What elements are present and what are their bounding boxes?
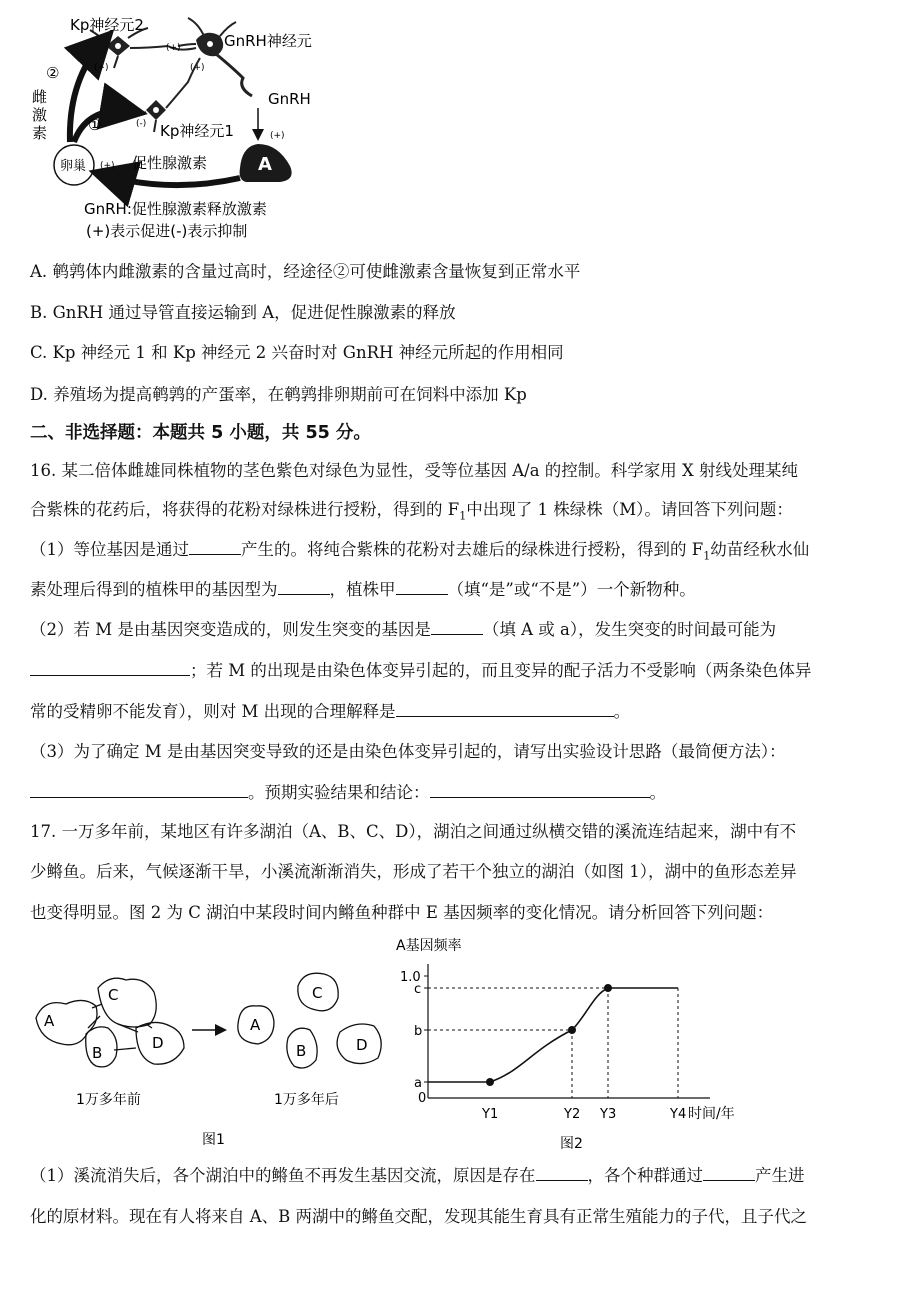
estrogen-char-2: 激 [32, 106, 48, 124]
answer-blank[interactable] [536, 1164, 588, 1181]
lake-c-label: C [108, 986, 119, 1004]
q16-p2-line-2 [30, 659, 811, 682]
estrogen-char-1: 雌 [32, 88, 48, 106]
q16-text: ；若 M 的出现是由染色体变异引起的，而且变异的配子活力不受影响（两条染色体异 [190, 661, 812, 680]
x-tick-label: Y1 [482, 1107, 499, 1122]
q16-text: ，植株甲 [329, 580, 396, 599]
lake-a-label: A [250, 1016, 261, 1034]
q17-line-1: 17. 一万多年前，某地区有许多湖泊（A、B、C、D），湖泊之间通过纵横交错的溪流连结起来，湖中有不 [30, 822, 797, 841]
q16-text: 合紫株的花药后，将获得的花粉对绿株进行授粉，得到的 F [30, 500, 460, 519]
q16-text: 产生的。将纯合紫株的花粉对去雄后的绿株进行授粉，得到的 F [241, 540, 704, 559]
figure-1-lakes [26, 968, 396, 1148]
plus-sign: (+) [94, 63, 109, 73]
x-tick-label: Y4 [670, 1107, 687, 1122]
legend-line-2: (+)表示促进(-)表示抑制 [86, 222, 248, 240]
subscript: 1 [459, 509, 467, 523]
ovary-label: 卵巢 [60, 159, 87, 174]
x-axis-label: 时间/年 [688, 1106, 735, 1122]
estrogen-char-3: 素 [32, 124, 48, 142]
answer-blank[interactable] [396, 700, 614, 717]
q16-line-2 [30, 499, 793, 527]
subscript: 1 [703, 549, 711, 563]
answer-blank[interactable] [703, 1164, 755, 1181]
answer-blank[interactable] [396, 578, 448, 595]
gnrh-neuron-icon [178, 18, 252, 96]
gonadotropin-label: 促性腺激素 [132, 154, 208, 172]
answer-blank[interactable] [189, 538, 241, 555]
fig1-before-label: 1万多年前 [76, 1092, 141, 1108]
data-point [568, 1026, 576, 1034]
q16-p1-line-2 [30, 578, 696, 601]
answer-blank[interactable] [30, 781, 248, 798]
hormone-regulation-diagram [28, 8, 348, 248]
q16-text: （1）等位基因是通过 [30, 540, 189, 559]
lake-c-label: C [312, 984, 323, 1002]
kp1-label: Kp神经元1 [160, 122, 234, 140]
x-tick-label: Y3 [600, 1107, 617, 1122]
path-2-label: ② [46, 64, 60, 82]
x-tick-label: Y2 [564, 1107, 581, 1122]
minus-sign: (-) [136, 119, 147, 129]
q17-text: （1）溪流消失后，各个湖泊中的鳉鱼不再发生基因交流，原因是存在 [30, 1166, 536, 1185]
q16-text: 中出现了 1 株绿株（M）。请回答下列问题： [466, 500, 793, 519]
kp-neuron-2-icon [90, 28, 168, 68]
data-point [604, 984, 612, 992]
lake-d-label: D [356, 1036, 368, 1054]
y-tick-label: a [414, 1076, 422, 1091]
option-c: C. Kp 神经元 1 和 Kp 神经元 2 兴奋时对 GnRH 神经元所起的作用相同 [30, 343, 564, 362]
q16-text: 。预期实验结果和结论： [248, 783, 430, 802]
fig1-after-label: 1万多年后 [274, 1092, 339, 1108]
q16-line-1: 16. 某二倍体雌雄同株植物的茎色紫色对绿色为显性，受等位基因 A/a 的控制。科学家用 X 射线处理某纯 [30, 461, 799, 480]
kp2-label: Kp神经元2 [70, 16, 144, 34]
plus-sign: (+) [166, 43, 181, 53]
lake-b-label: B [296, 1042, 307, 1060]
q16-p2-line-3 [30, 700, 630, 723]
y-axis-label: A基因频率 [396, 938, 462, 954]
option-d: D. 养殖场为提高鹌鹑的产蛋率，在鹌鹑排卵期前可在饲料中添加 Kp [30, 385, 527, 404]
q16-text: （填 A 或 a），发生突变的时间最可能为 [482, 620, 777, 639]
plus-sign: (+) [270, 131, 285, 141]
path-1-label: ① [88, 116, 102, 134]
series-line [428, 988, 678, 1082]
y-tick-label: b [414, 1024, 423, 1039]
answer-blank[interactable] [430, 781, 650, 798]
plus-sign: (+) [100, 161, 115, 171]
lake-a-label: A [44, 1012, 55, 1030]
q17-line-3: 也变得明显。图 2 为 C 湖泊中某段时间内鳉鱼种群中 E 基因频率的变化情况。请分析回答下列问题： [30, 903, 774, 922]
y-tick-label: c [414, 982, 422, 997]
q17-line-2: 少鳉鱼。后来，气候逐渐干旱，小溪流渐渐消失，形成了若干个独立的湖泊（如图 1），湖中的鱼形态差异 [30, 862, 797, 881]
q16-text: （2）若 M 是由基因突变造成的，则发生突变的基因是 [30, 620, 431, 639]
q16-p1-line-1 [30, 538, 809, 567]
q16-text: 。 [613, 702, 631, 721]
option-b: B. GnRH 通过导管直接运输到 A，促进促性腺激素的释放 [30, 303, 456, 322]
x-tick-label: 0 [418, 1091, 427, 1106]
figure-2-chart [392, 934, 762, 1152]
fig1-caption: 图1 [202, 1132, 225, 1148]
section-heading: 二、非选择题：本题共 5 小题，共 55 分。 [30, 423, 371, 443]
q17-p1-line-2: 化的原材料。现在有人将来自 A、B 两湖中的鳉鱼交配，发现其能生育具有正常生殖能力的子代，且子代之 [30, 1207, 808, 1226]
q16-text: 。 [649, 783, 666, 802]
plus-sign: (+) [190, 63, 205, 73]
lake-b-label: B [92, 1044, 103, 1062]
answer-blank[interactable] [278, 578, 330, 595]
fig2-caption: 图2 [560, 1136, 583, 1152]
lake-d-label: D [152, 1034, 164, 1052]
q16-text: 常的受精卵不能发育），则对 M 出现的合理解释是 [30, 702, 396, 721]
option-a: A. 鹌鹑体内雌激素的含量过高时，经途径②可使雌激素含量恢复到正常水平 [30, 262, 581, 281]
q16-p2-line-1 [30, 618, 776, 641]
answer-blank[interactable] [431, 618, 483, 635]
legend-line-1: GnRH:促性腺激素释放激素 [84, 200, 267, 218]
gland-a-label: A [258, 154, 272, 175]
answer-blank[interactable] [30, 659, 190, 676]
q16-text: （填“是”或“不是”）一个新物种。 [447, 580, 696, 599]
q17-text: ，各个种群通过 [587, 1166, 703, 1185]
data-point [486, 1078, 494, 1086]
y-tick-label: 1.0 [400, 970, 421, 985]
gnrh-label: GnRH [268, 90, 311, 108]
q16-text: 幼苗经秋水仙 [710, 540, 810, 559]
q16-p3-line-1: （3）为了确定 M 是由基因突变导致的还是由染色体变异引起的，请写出实验设计思路（最简便方法）： [30, 742, 786, 761]
gnrh-neuron-label: GnRH神经元 [224, 32, 312, 50]
q17-p1-line-1 [30, 1164, 805, 1187]
q16-text: 素处理后得到的植株甲的基因型为 [30, 580, 278, 599]
q16-p3-line-2 [30, 781, 666, 804]
q17-text: 产生进 [755, 1166, 805, 1185]
